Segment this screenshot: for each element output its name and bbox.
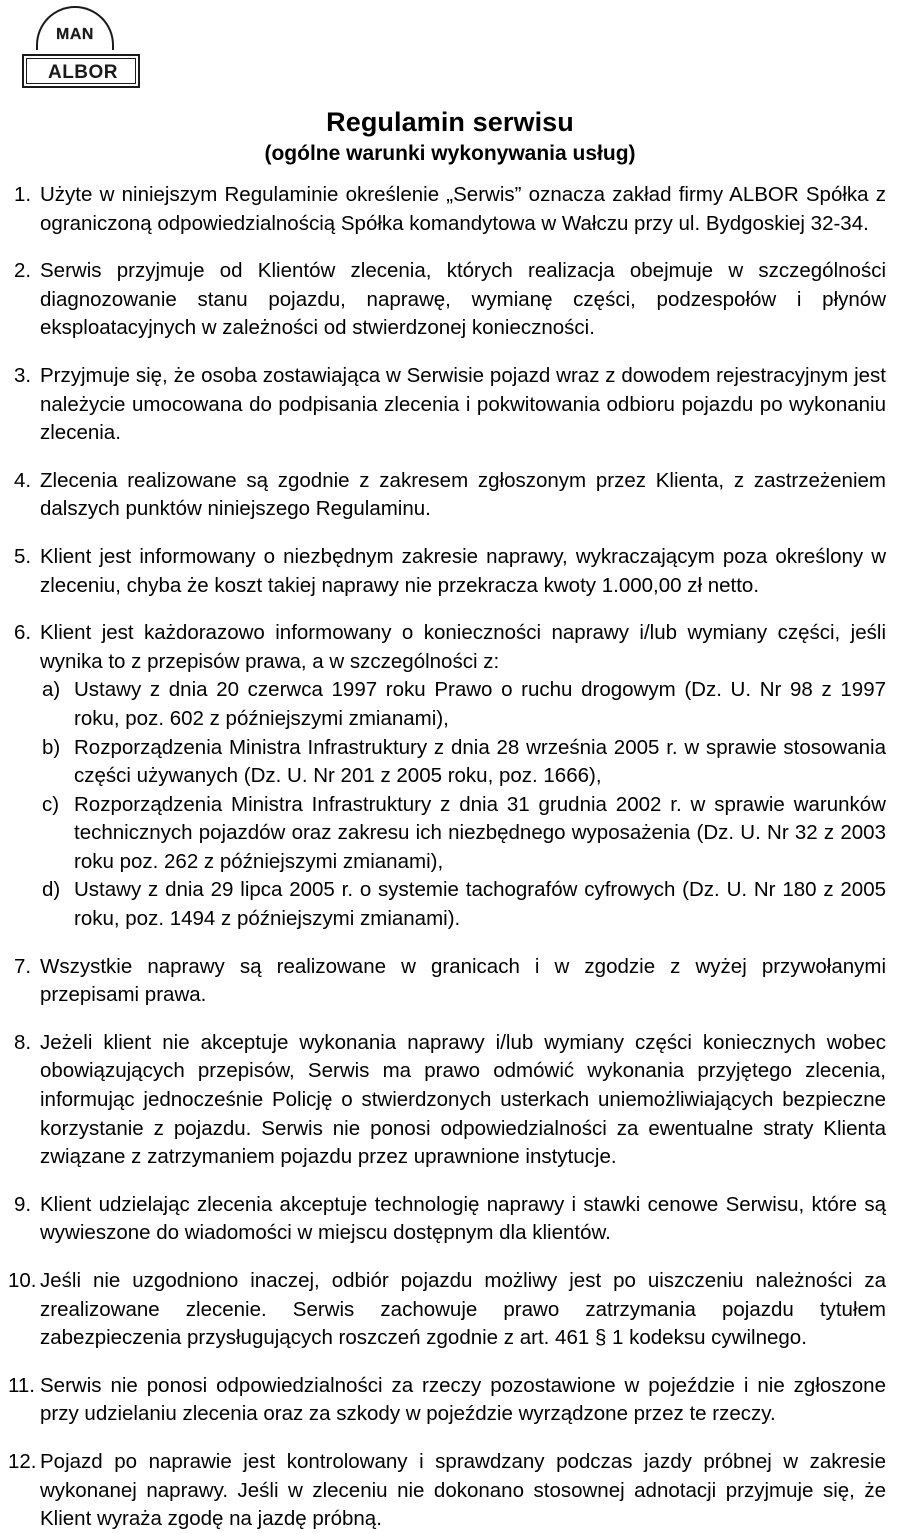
list-item: [8, 1267, 886, 1353]
list-item-body: [40, 1191, 886, 1248]
sub-list: [40, 676, 886, 933]
list-item-body: [40, 1267, 886, 1353]
list-item: [8, 1448, 886, 1534]
list-item: [14, 257, 886, 343]
list-item-number: 11.: [8, 1373, 35, 1397]
list-item-body: [40, 619, 886, 934]
list-item-text: Przyjmuje się, że osoba zostawiająca w Serwisie pojazd wraz z dowodem rejestracyjnym jest należycie umocowana do podpisania zlecenia i pokwitowania odbioru pojazdu po wykonaniu zlecenia.: [40, 363, 886, 445]
list-item: [14, 619, 886, 934]
list-item-text: Pojazd po naprawie jest kontrolowany i sprawdzany podczas jazdy próbnej w zakresie wykonanej naprawy. Jeśli w zleceniu nie dokonano stosownej adnotacji przyjmuje się, że Klient wyraża zgodę na jazdę próbną.: [40, 1449, 886, 1531]
list-item-number: 8.: [14, 1030, 32, 1054]
list-item-number: 10.: [8, 1269, 37, 1292]
list-item-body: [40, 953, 886, 1010]
list-item-number: 3.: [14, 363, 32, 387]
list-item-text: Klient jest każdorazowo informowany o konieczności naprawy i/lub wymiany części, jeśli wynika to z przepisów prawa, a w szczególności z:: [40, 621, 886, 673]
list-item-body: [40, 1029, 886, 1172]
list-item: [8, 1372, 886, 1429]
list-item-number: 1.: [14, 183, 32, 206]
sub-list-item-text: Rozporządzenia Ministra Infrastruktury z dnia 28 września 2005 r. w sprawie stosowania części używanych (Dz. U. Nr 201 z 2005 roku, poz. 1666),: [74, 735, 886, 788]
list-item-body: [40, 543, 886, 600]
list-item-text: Klient udzielając zlecenia akceptuje technologię naprawy i stawki cenowe Serwisu, które są wywieszone do wiadomości w miejscu dostępnym dla klientów.: [40, 1192, 886, 1245]
page-subtitle: (ogólne warunki wykonywania usług): [264, 142, 636, 165]
sub-list-item-marker: c): [42, 792, 60, 816]
list-item-number: 5.: [14, 544, 32, 568]
list-item-text: Zlecenia realizowane są zgodnie z zakresem zgłoszonym przez Klienta, z zastrzeżeniem dalszych punktów niniejszego Regulaminu.: [40, 468, 886, 521]
man-brand-icon: [36, 6, 114, 50]
sub-list-item: [42, 734, 886, 791]
list-item-text: Serwis przyjmuje od Klientów zlecenia, których realizacja obejmuje w szczególności diagnozowanie stanu pojazdu, naprawę, wymianę części, podzespołów i płynów eksploatacyjnych w zależności od stwierdzonej konieczności.: [40, 259, 886, 340]
sub-list-item-text: Ustawy z dnia 29 lipca 2005 r. o systemie tachografów cyfrowych (Dz. U. Nr 180 z 2005 roku, poz. 1494 z późniejszymi zmianami).: [74, 878, 886, 931]
page-title: Regulamin serwisu: [326, 107, 574, 137]
list-item-body: [40, 1372, 886, 1429]
list-item-body: [40, 1448, 886, 1534]
sub-list-item-marker: a): [42, 678, 61, 702]
list-item-text: Jeżeli klient nie akceptuje wykonania naprawy i/lub wymiany części koniecznych wobec obowiązujących przepisów, Serwis ma prawo odmówić wykonania przyjętego zlecenia, informując jednocześnie Policję o stwierdzonych usterkach uniemożliwiających bezpieczne korzystanie z pojazdu. Serwis nie ponosi odpowiedzialności za ewentualne straty Klienta związane z zatrzymaniem pojazdu przez uprawnione instytucje.: [40, 1030, 886, 1169]
list-item: [14, 1029, 886, 1172]
sub-list-item-text: Ustawy z dnia 20 czerwca 1997 roku Prawo o ruchu drogowym (Dz. U. Nr 98 z 1997 roku, poz. 602 z późniejszymi zmianami),: [74, 678, 886, 730]
sub-list-item-text: Rozporządzenia Ministra Infrastruktury z dnia 31 grudnia 2002 r. w sprawie warunków technicznych pojazdów oraz zakresu ich niezbędnego wyposażenia (Dz. U. Nr 32 z 2003 roku poz. 262 z późniejszymi zmianami),: [74, 792, 886, 873]
list-item: [14, 1191, 886, 1248]
list-item-text: Serwis nie ponosi odpowiedzialności za rzeczy pozostawione w pojeździe i nie zgłoszone przy udzielaniu zlecenia oraz za szkody w pojeździe wyrządzone przez te rzeczy.: [40, 1373, 886, 1426]
list-item-body: [40, 181, 886, 238]
list-item: [14, 953, 886, 1010]
list-item-number: 4.: [14, 468, 32, 492]
list-item: [14, 181, 886, 238]
list-item-number: 6.: [14, 621, 32, 645]
list-item-number: 9.: [14, 1192, 32, 1216]
sub-list-item: [42, 876, 886, 933]
company-logo: [22, 6, 147, 92]
list-item-text: Klient jest informowany o niezbędnym zakresie naprawy, wykraczającym poza określony w zleceniu, chyba że koszt takiej naprawy nie przekracza kwoty 1.000,00 zł netto.: [40, 544, 886, 597]
list-item-body: [40, 362, 886, 448]
regulations-list: [8, 181, 886, 1534]
albor-logo-box: [22, 54, 140, 88]
list-item-body: [40, 467, 886, 524]
sub-list-item-marker: b): [42, 735, 61, 759]
sub-list-item-marker: d): [42, 878, 61, 902]
list-item-text: Jeśli nie uzgodniono inaczej, odbiór pojazdu możliwy jest po uiszczeniu należności za zrealizowane zlecenie. Serwis zachowuje prawo zatrzymania pojazdu tytułem zabezpieczenia przysługujących roszczeń zgodnie z art. 461 § 1 kodeksu cywilnego.: [40, 1269, 886, 1350]
sub-list-item: [42, 791, 886, 877]
list-item-text: Wszystkie naprawy są realizowane w granicach i w zgodzie z wyżej przywołanymi przepisami prawa.: [40, 954, 886, 1007]
list-item-number: 7.: [14, 954, 32, 978]
list-item: [14, 543, 886, 600]
sub-list-item: [42, 676, 886, 733]
list-item-body: [40, 257, 886, 343]
list-item: [14, 467, 886, 524]
man-logo-text: MAN: [56, 26, 94, 43]
albor-logo-text: ALBOR: [47, 62, 119, 83]
list-item-text: Użyte w niniejszym Regulaminie określenie „Serwis” oznacza zakład firmy ALBOR Spółka z ograniczoną odpowiedzialnością Spółka komandytowa w Wałczu przy ul. Bydgoskiej 32-34.: [40, 183, 886, 235]
list-item-number: 12.: [8, 1449, 37, 1473]
list-item: [14, 362, 886, 448]
list-item-number: 2.: [14, 259, 32, 283]
